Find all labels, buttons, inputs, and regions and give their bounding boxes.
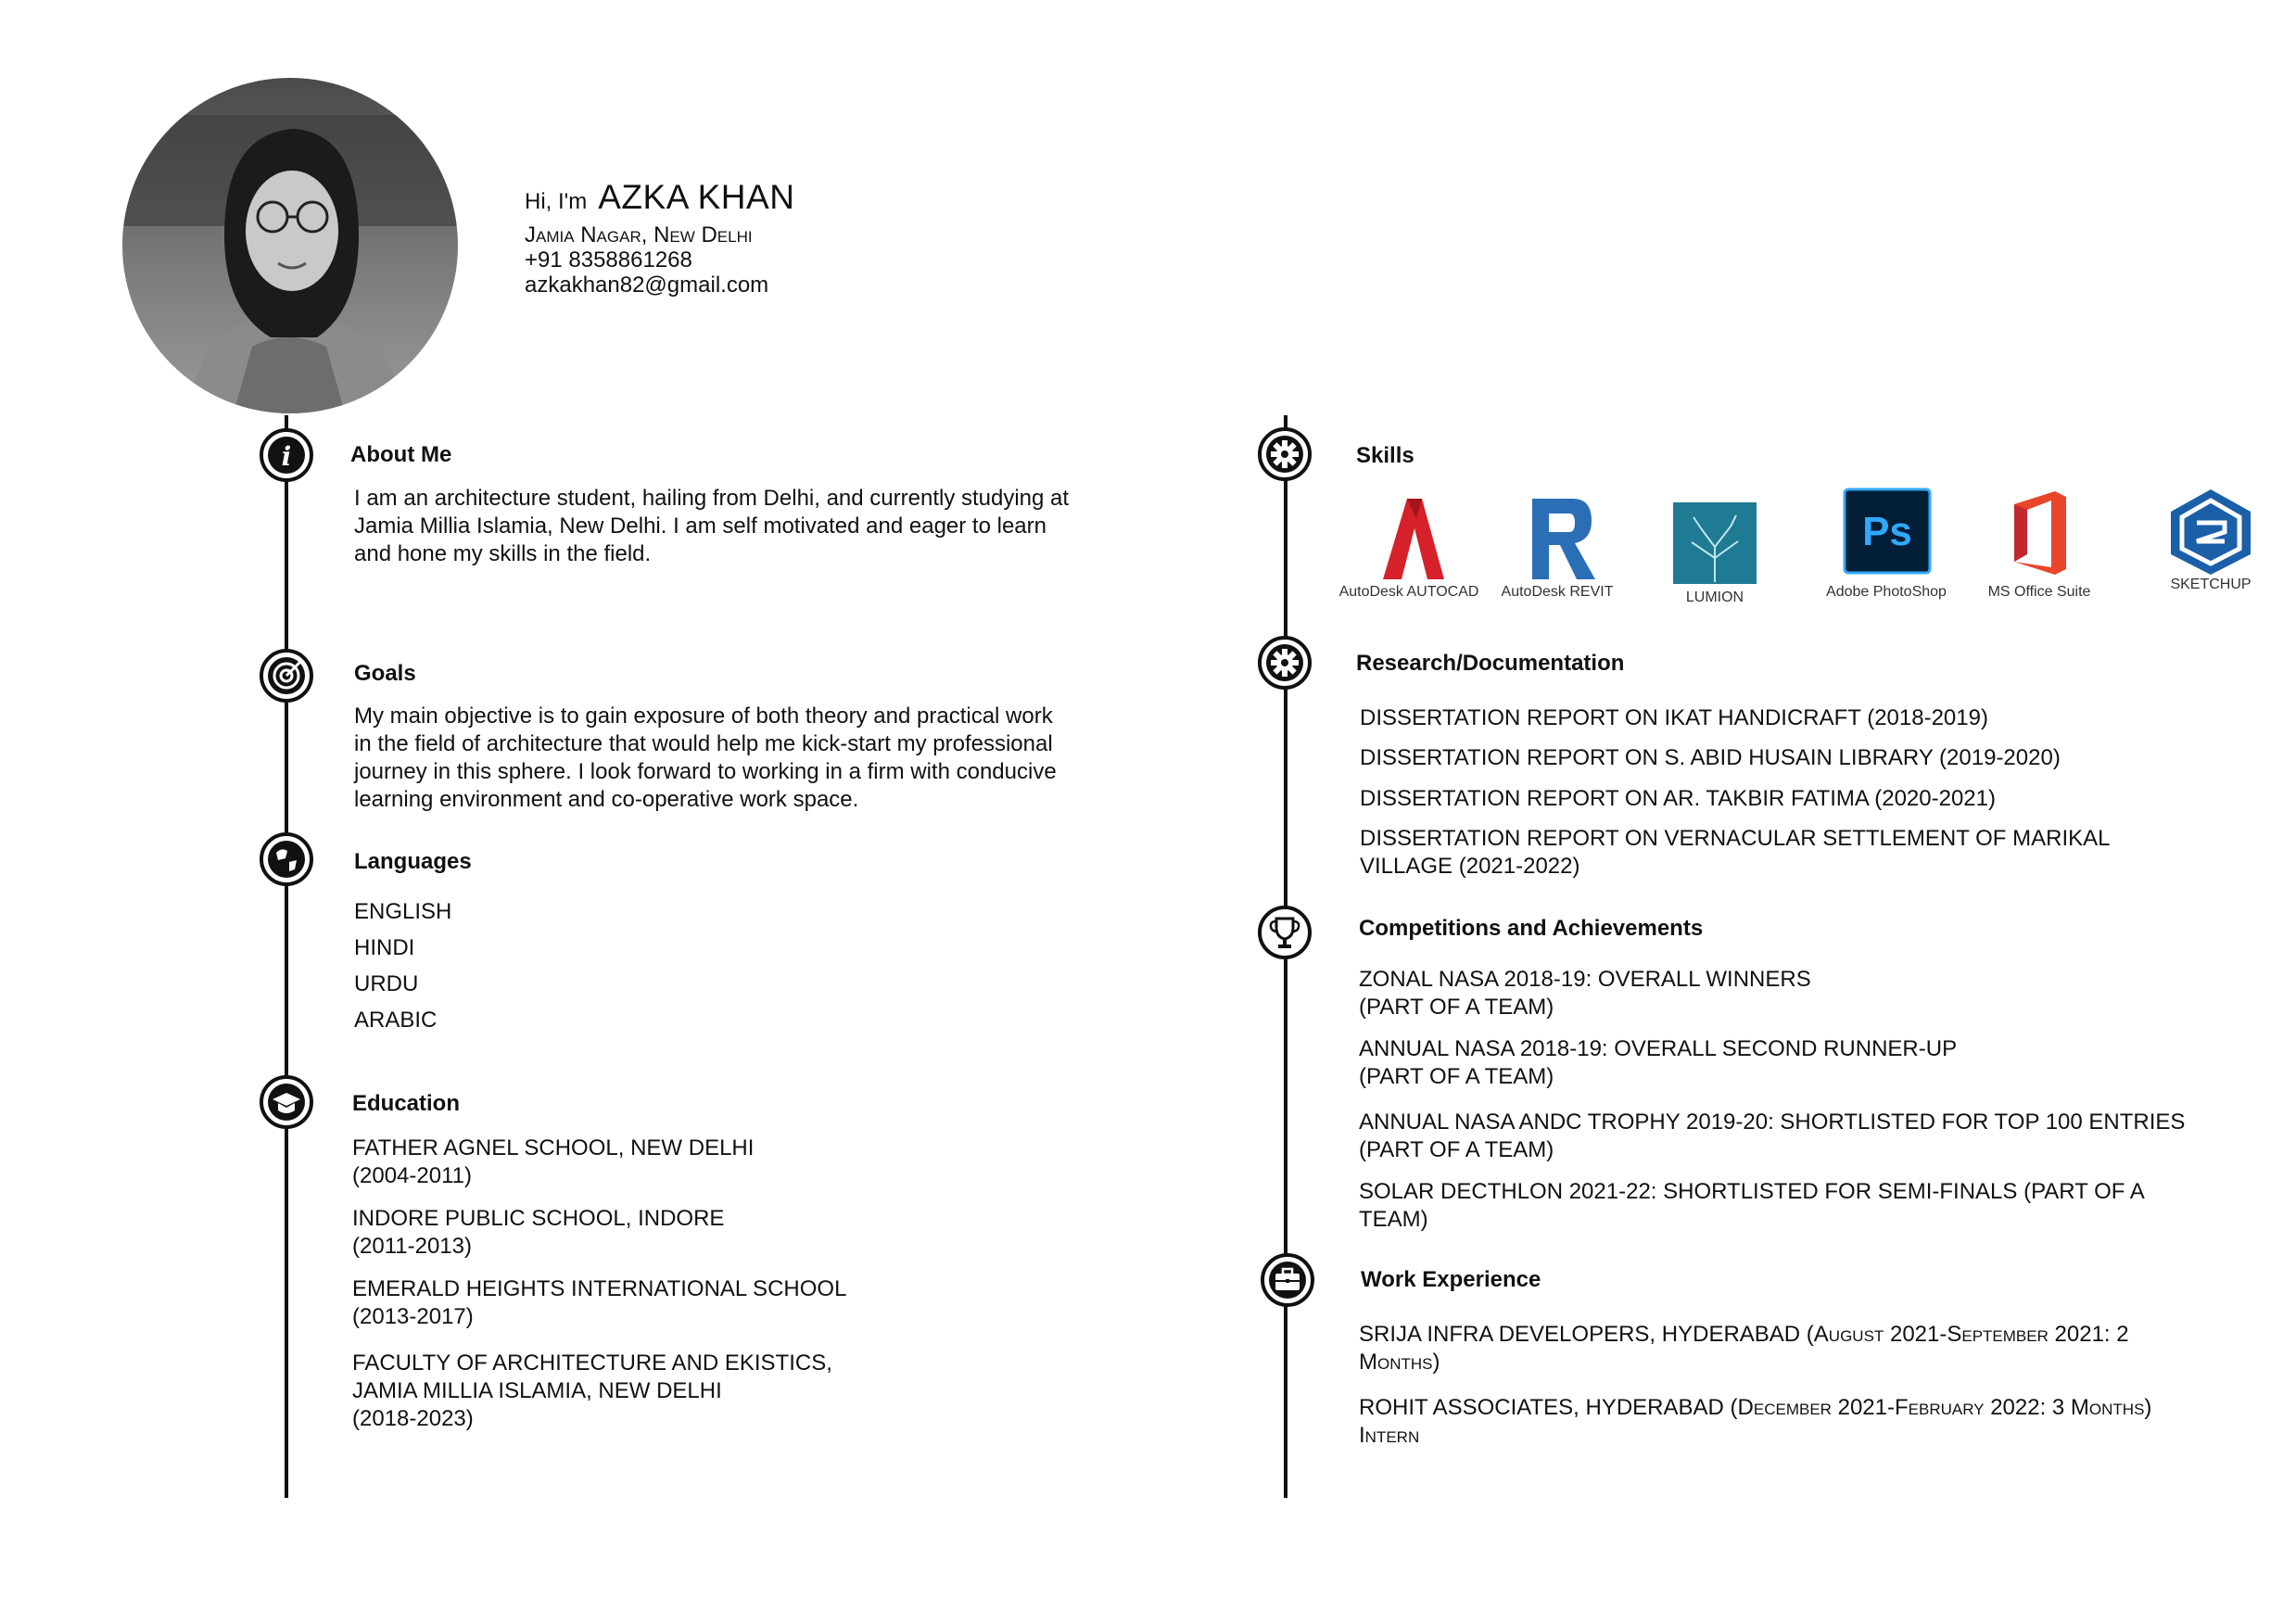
competition-line: ANNUAL NASA 2018-19: OVERALL SECOND RUNNER-UP (1359, 1036, 1958, 1061)
about-title: About Me (350, 442, 452, 467)
education-school: FATHER AGNEL SCHOOL, NEW DELHI (352, 1135, 755, 1160)
contact-block (525, 222, 768, 298)
goals-line: in the field of architecture that would help me kick-start my professional (354, 731, 1053, 756)
education-school: FACULTY OF ARCHITECTURE AND EKISTICS, (352, 1350, 832, 1376)
language-item: HINDI (354, 935, 415, 960)
sketchup-icon (2141, 488, 2280, 575)
research-item: DISSERTATION REPORT ON S. ABID HUSAIN LIBRARY (2019-2020) (1360, 745, 2061, 770)
goals-line: learning environment and co-operative work space. (354, 787, 859, 812)
language-item: ARABIC (354, 1008, 438, 1033)
education-school: EMERALD HEIGHTS INTERNATIONAL SCHOOL (352, 1276, 847, 1301)
goals-line: journey in this sphere. I look forward to working in a firm with conducive (354, 759, 1057, 784)
competition-line: SOLAR DECTHLON 2021-22: SHORTLISTED FOR SEMI-FINALS (PART OF A (1359, 1179, 2145, 1204)
left-timeline-line (285, 415, 288, 1498)
education-title: Education (352, 1091, 461, 1116)
research-item (1360, 825, 2110, 881)
skill-revit (1488, 491, 1627, 602)
competition-entry (1359, 1109, 2185, 1164)
svg-text:i: i (281, 441, 292, 472)
education-school: JAMIA MILLIA ISLAMIA, NEW DELHI (352, 1378, 722, 1403)
research-line: VILLAGE (2021-2022) (1360, 854, 1580, 879)
email-address: azkakhan82@gmail.com (525, 273, 769, 298)
autocad-icon (1335, 491, 1483, 584)
goals-line: My main objective is to gain exposure of both theory and practical work (354, 704, 1053, 729)
skill-label: AutoDesk REVIT (1501, 584, 1614, 600)
greeting-text: Hi, I'm (525, 189, 588, 214)
work-line: Months) (1359, 1350, 1440, 1375)
skill-label: AutoDesk AUTOCAD (1338, 584, 1479, 600)
greeting-line (525, 178, 794, 217)
competition-line: (PART OF A TEAM) (1359, 1137, 1554, 1162)
phone-number: +91 8358861268 (525, 247, 692, 273)
competition-entry (1359, 966, 1811, 1021)
goals-title: Goals (354, 661, 416, 686)
education-years: (2018-2023) (352, 1406, 474, 1431)
competition-entry (1359, 1035, 1957, 1091)
language-item: ENGLISH (354, 899, 452, 924)
competition-line: (PART OF A TEAM) (1359, 1064, 1554, 1089)
skill-ms-office (1970, 488, 2109, 603)
about-line: Jamia Millia Islamia, New Delhi. I am self motivated and eager to learn (354, 514, 1047, 539)
language-item: URDU (354, 971, 419, 996)
research-item: DISSERTATION REPORT ON AR. TAKBIR FATIMA (2020-2021) (1360, 786, 1996, 811)
gear-icon (1258, 427, 1312, 481)
education-school: INDORE PUBLIC SCHOOL, INDORE (352, 1206, 725, 1231)
skill-autocad (1335, 491, 1483, 602)
photoshop-icon (1817, 488, 1956, 578)
revit-icon (1488, 491, 1627, 584)
competition-line: ZONAL NASA 2018-19: OVERALL WINNERS (1359, 967, 1811, 992)
trophy-icon (1258, 906, 1312, 959)
briefcase-icon (1261, 1253, 1314, 1307)
work-entry (1359, 1394, 2151, 1450)
target-icon (260, 649, 313, 703)
research-title: Research/Documentation (1356, 651, 1625, 676)
education-entry (352, 1350, 832, 1433)
languages-list (354, 894, 451, 1038)
competition-line: ANNUAL NASA ANDC TROPHY 2019-20: SHORTLISTED FOR TOP 100 ENTRIES (1359, 1109, 2186, 1135)
research-line: DISSERTATION REPORT ON VERNACULAR SETTLEMENT OF MARIKAL (1360, 826, 2111, 851)
graduation-cap-icon (260, 1075, 313, 1129)
languages-title: Languages (354, 849, 472, 874)
skill-label: SKETCHUP (2170, 577, 2252, 592)
competition-entry (1359, 1178, 2145, 1234)
about-text (354, 485, 1188, 568)
skill-photoshop (1817, 488, 1956, 603)
ms-office-icon (1970, 488, 2109, 578)
education-years: (2013-2017) (352, 1304, 474, 1329)
education-years: (2011-2013) (352, 1234, 472, 1259)
svg-text:Ps: Ps (1862, 509, 1912, 554)
skill-lumion (1645, 501, 1784, 607)
competition-line: TEAM) (1359, 1207, 1428, 1232)
work-title: Work Experience (1361, 1267, 1541, 1292)
skill-label: Adobe PhotoShop (1826, 584, 1947, 600)
profile-photo (122, 78, 458, 413)
skills-title: Skills (1356, 443, 1414, 468)
education-entry (352, 1135, 754, 1190)
info-icon (260, 428, 313, 482)
about-line: and hone my skills in the field. (354, 541, 652, 566)
education-entry (352, 1205, 724, 1261)
education-years: (2004-2011) (352, 1163, 472, 1188)
skill-sketchup (2141, 488, 2280, 599)
about-line: I am an architecture student, hailing from Delhi, and currently studying at (354, 486, 1070, 511)
work-line: Intern (1359, 1423, 1420, 1448)
address: Jamia Nagar, New Delhi (525, 222, 753, 247)
education-entry (352, 1275, 846, 1331)
gear-icon (1258, 636, 1312, 690)
work-line: ROHIT ASSOCIATES, HYDERABAD (December 2021-February 2022: 3 Months) (1359, 1395, 2152, 1420)
skill-label: MS Office Suite (1987, 584, 2091, 600)
work-entry (1359, 1321, 2129, 1376)
person-name: AZKA KHAN (598, 178, 795, 216)
work-line: SRIJA INFRA DEVELOPERS, HYDERABAD (August 2021-September 2021: 2 (1359, 1322, 2129, 1347)
globe-icon (260, 832, 313, 886)
lumion-icon (1645, 501, 1784, 586)
skill-label: LUMION (1685, 590, 1744, 605)
competitions-title: Competitions and Achievements (1359, 916, 1704, 941)
competition-line: (PART OF A TEAM) (1359, 995, 1554, 1020)
research-item: DISSERTATION REPORT ON IKAT HANDICRAFT (2018-2019) (1360, 705, 1988, 730)
goals-text (354, 703, 1188, 814)
